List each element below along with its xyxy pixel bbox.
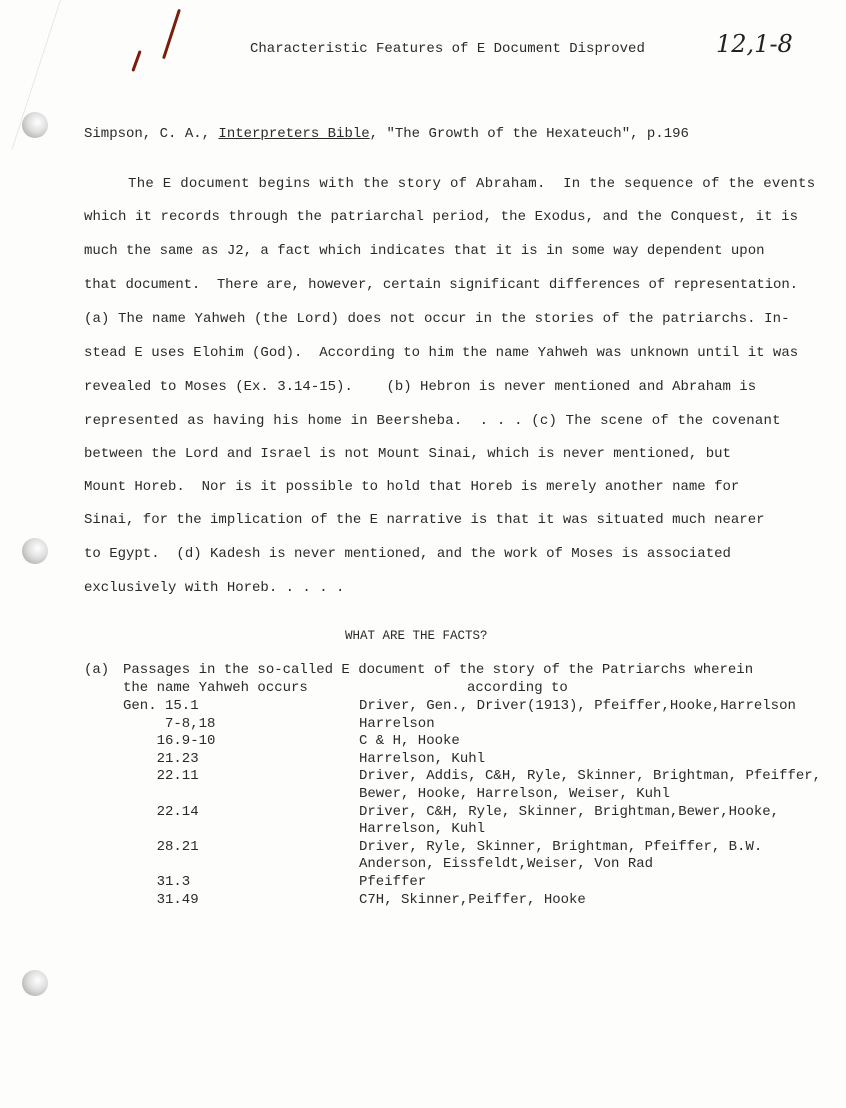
body-line: much the same as J2, a fact which indicates that it is in some way dependent upon [84,243,765,259]
facts-column-right-header: according to [467,680,568,696]
passage: 22.11 [123,768,199,785]
passage: 31.49 [123,891,199,908]
sources: Driver, Gen., Driver(1913), Pfeiffer,Hooke,Harrelson [359,698,796,714]
table-row [123,821,821,839]
sources: Pfeiffer [359,873,427,890]
table-row [123,874,821,892]
passage [123,821,359,839]
sources: Harrelson [359,715,435,732]
citation [84,126,689,142]
passage [123,856,359,874]
body-line: stead E uses Elohim (God). According to him the name Yahweh was unknown until it was [84,345,799,361]
table-row [123,733,821,751]
sources: C7H, Skinner,Peiffer, Hooke [359,891,586,908]
sources: Harrelson, Kuhl [359,750,486,767]
table-row [123,786,821,804]
punch-hole [22,112,48,138]
passage: 7-8,18 [123,715,216,732]
body-line: between the Lord and Israel is not Mount Sinai, which is never mentioned, but [84,446,731,462]
body-line: Sinai, for the implication of the E narrative is that it was situated much nearer [84,512,765,528]
citation-author: Simpson, C. A., [84,126,219,142]
table-row [123,892,821,910]
table-row [123,716,821,734]
passages-table [123,698,821,909]
table-row [123,768,821,786]
body-line: which it records through the patriarchal period, the Exodus, and the Conquest, it is [84,209,799,225]
citation-rest: , "The Growth of the Hexateuch", p.196 [369,126,689,142]
body-line: exclusively with Horeb. . . . . [84,580,345,596]
sources: Anderson, Eissfeldt,Weiser, Von Rad [359,856,654,873]
facts-column-left-header: the name Yahweh occurs [123,680,308,696]
sources: Driver, C&H, Ryle, Skinner, Brightman,Bewer,Hooke, [359,803,780,820]
document-title: Characteristic Features of E Document Disproved [250,41,645,57]
body-line: Mount Horeb. Nor is it possible to hold that Horeb is merely another name for [84,479,740,495]
body-line: The E document begins with the story of Abraham. In the sequence of the events [128,176,816,192]
table-row [123,698,821,716]
body-line: that document. There are, however, certain significant differences of representation. [84,277,798,293]
passage: 22.14 [123,803,199,820]
red-pen-mark [131,50,141,72]
table-row [123,856,821,874]
sources: Bewer, Hooke, Harrelson, Weiser, Kuhl [359,785,670,802]
sources: Harrelson, Kuhl [359,821,486,838]
citation-work: Interpreters Bible [218,126,370,142]
sources: Driver, Ryle, Skinner, Brightman, Pfeiffer, B.W. [359,838,763,855]
facts-intro: Passages in the so-called E document of the story of the Patriarchs wherein [123,662,754,678]
handwritten-reference: 12,1-8 [716,30,793,58]
body-line: represented as having his home in Beersheba. . . . (c) The scene of the covenant [84,413,781,429]
facts-heading: WHAT ARE THE FACTS? [345,629,488,643]
passage [123,786,359,804]
passage: 28.21 [123,838,199,855]
passage: 21.23 [123,750,199,767]
body-line: revealed to Moses (Ex. 3.14-15). (b) Hebron is never mentioned and Abraham is [84,379,757,395]
passage: Gen. 15.1 [123,698,199,714]
table-row [123,804,821,822]
body-line: (a) The name Yahweh (the Lord) does not occur in the stories of the patriarchs. In- [84,311,790,327]
punch-hole [22,970,48,996]
table-row [123,751,821,769]
body-line: to Egypt. (d) Kadesh is never mentioned, and the work of Moses is associated [84,546,731,562]
punch-hole [22,538,48,564]
passage: 16.9-10 [123,733,216,750]
sources: C & H, Hooke [359,733,460,750]
passage: 31.3 [123,873,191,890]
table-row [123,839,821,857]
facts-label: (a) [84,662,110,678]
sources: Driver, Addis, C&H, Ryle, Skinner, Brightman, Pfeiffer, [359,768,822,785]
red-pen-mark [162,9,181,59]
